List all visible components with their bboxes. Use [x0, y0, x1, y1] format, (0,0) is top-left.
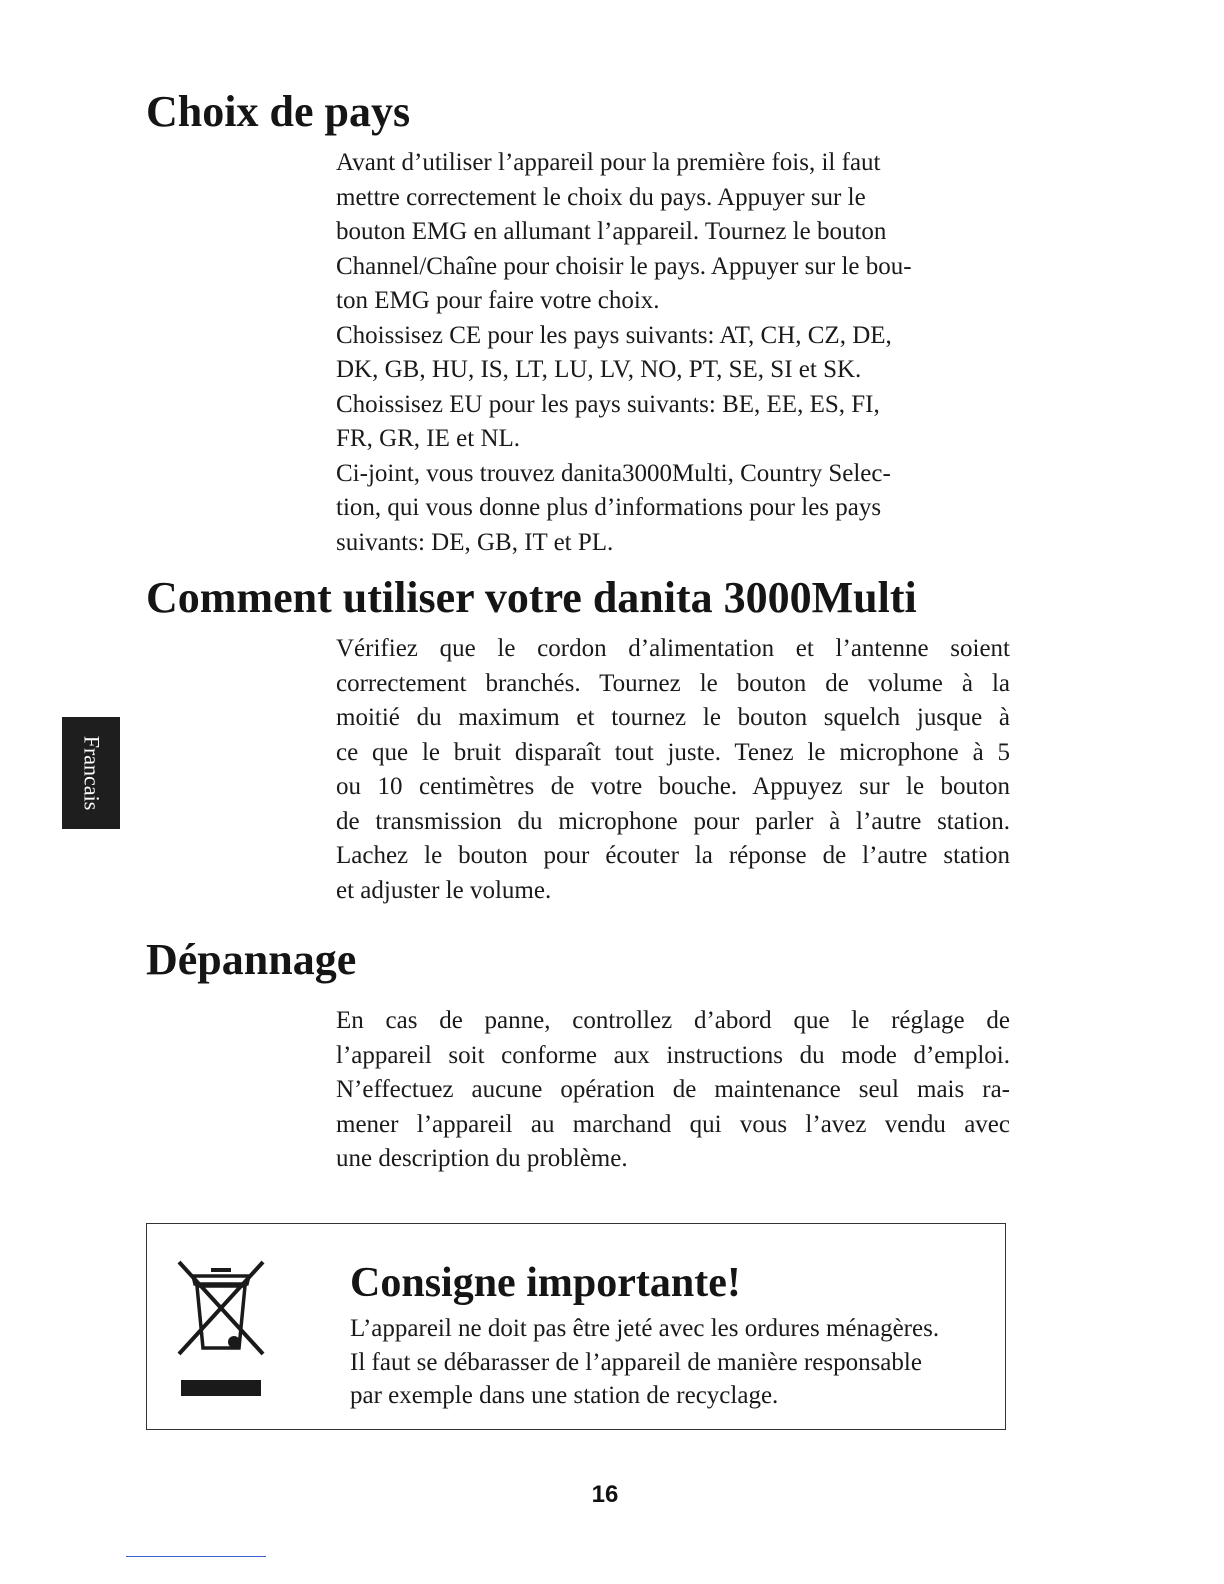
heading-comment-utiliser: Comment utiliser votre danita 3000Multi — [146, 573, 917, 622]
text-line: suivants: DE, GB, IT et PL. — [336, 528, 614, 556]
footer-divider — [126, 1556, 266, 1557]
text-line: mener l’appareil au marchand qui vous l’avez vendu avec — [336, 1110, 1010, 1138]
heading-depannage: Dépannage — [146, 935, 357, 984]
language-tab-label: Francais — [79, 735, 104, 811]
notice-text — [350, 1312, 996, 1413]
notice-box — [146, 1223, 1006, 1430]
text-line: En cas de panne, controllez d’abord que le réglage de — [336, 1007, 1010, 1034]
text-line: Il faut se débarasser de l’appareil de manière responsable — [350, 1348, 922, 1376]
text-line: Choissisez EU pour les pays suivants: BE, EE, ES, FI, — [336, 390, 880, 418]
text-line: ou 10 centimètres de votre bouche. Appuyez sur le bouton — [336, 773, 1010, 800]
text-line: L’appareil ne doit pas être jeté avec les ordures ménagères. — [350, 1315, 940, 1342]
text-line: Vérifiez que le cordon d’alimentation et l’antenne soient — [336, 635, 1010, 662]
text-line: bouton EMG en allumant l’appareil. Tournez le bouton — [336, 218, 887, 245]
text-line: une description du problème. — [336, 1145, 628, 1172]
text-line: et adjuster le volume. — [336, 876, 552, 904]
text-line: ton EMG pour faire votre choix. — [336, 287, 660, 314]
text-line: Choissisez CE pour les pays suivants: AT, CH, CZ, DE, — [336, 321, 892, 349]
text-line: ce que le bruit disparaît tout juste. Tenez le microphone à 5 — [336, 738, 1010, 766]
paragraph-depannage — [336, 1004, 1010, 1177]
heading-choix-de-pays: Choix de pays — [146, 87, 411, 136]
text-line: mettre correctement le choix du pays. Appuyer sur le — [336, 183, 866, 211]
text-line: de transmission du microphone pour parler à l’autre station. — [336, 807, 1010, 835]
paragraph-choix-de-pays — [336, 146, 912, 560]
text-line: l’appareil soit conforme aux instructions du mode d’emploi. — [336, 1041, 1010, 1069]
text-line: N’effectuez aucune opération de maintenance seul mais ra- — [336, 1076, 1010, 1103]
notice-title: Consigne importante! — [350, 1260, 741, 1306]
text-line: FR, GR, IE et NL. — [336, 425, 521, 452]
text-line: Ci-joint, vous trouvez danita3000Multi, Country Selec- — [336, 459, 891, 487]
text-line: Channel/Chaîne pour choisir le pays. Appuyer sur le bou- — [336, 252, 912, 280]
text-line: Lachez le bouton pour écouter la réponse de l’autre station — [336, 842, 1010, 869]
language-tab — [62, 717, 120, 829]
text-line: Avant d’utiliser l’appareil pour la première fois, il faut — [336, 149, 881, 176]
page-number: 16 — [591, 1481, 619, 1508]
text-line: tion, qui vous donne plus d’informations pour les pays — [336, 494, 882, 521]
paragraph-comment-utiliser — [336, 632, 1010, 908]
crossed-out-wheelie-bin-icon — [171, 1256, 271, 1401]
text-line: par exemple dans une station de recyclage. — [350, 1382, 779, 1409]
text-line: DK, GB, HU, IS, LT, LU, LV, NO, PT, SE, SI et SK. — [336, 356, 862, 383]
text-line: correctement branchés. Tournez le bouton de volume à la — [336, 669, 1010, 697]
text-line: moitié du maximum et tournez le bouton squelch jusque à — [336, 704, 1010, 731]
